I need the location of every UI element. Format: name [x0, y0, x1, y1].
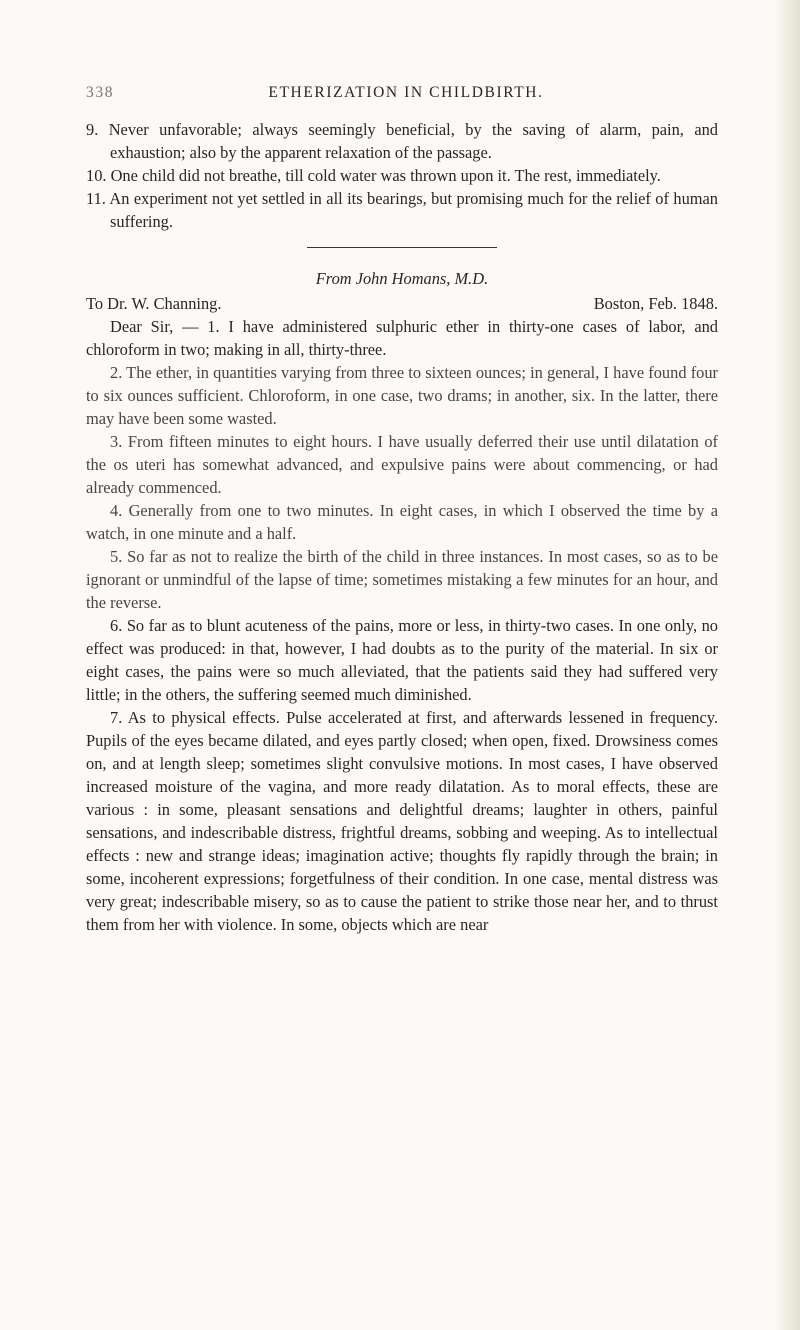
- page-edge-shadow: [774, 0, 800, 1330]
- letter-paragraph: 4. Generally from one to two minutes. In eight cases, in which I observed the time by a watch, in one minute and a half.: [86, 501, 718, 543]
- letter-paragraph: 3. From fifteen minutes to eight hours. I have usually deferred their use until dilatation of the os uteri has somewhat advanced, and expulsive pains were about commencing, or had already commenced.: [86, 432, 718, 497]
- section-divider: [307, 247, 497, 248]
- letter-paragraph: Dear Sir, — 1. I have administered sulphuric ether in thirty-one cases of labor, and chloroform in two; making in all, thirty-three.: [86, 317, 718, 359]
- letter-address-line: [86, 292, 718, 315]
- letter-paragraph: 5. So far as not to realize the birth of the child in three instances. In most cases, so as to be ignorant or unmindful of the lapse of time; sometimes mistaking a few minutes for an hour, and the reverse.: [86, 547, 718, 612]
- letter-recipient: To Dr. W. Channing.: [86, 294, 222, 313]
- body-text: [86, 118, 718, 936]
- page-number: 338: [86, 84, 115, 101]
- letter-from-line: From John Homans, M.D.: [315, 269, 489, 288]
- letter-paragraph: 6. So far as to blunt acuteness of the pains, more or less, in thirty-two cases. In one only, no effect was produced: in that, however, I had doubts as to the purity of the material. In six or eight cases, the pains were so much alleviated, that the patients said they had suffered very little; in the others, the suffering seemed much diminished.: [86, 616, 718, 704]
- running-header: [86, 84, 726, 106]
- letter-paragraph: 2. The ether, in quantities varying from three to sixteen ounces; in general, I have found four to six ounces sufficient. Chloroform, in one case, two drams; in another, six. In the latter, there may have been some wasted.: [86, 363, 718, 428]
- letter-paragraph: 7. As to physical effects. Pulse accelerated at first, and afterwards lessened in frequency. Pupils of the eyes became dilated, and eyes partly closed; when open, fixed. Drowsiness comes on, and at length sleep; sometimes slight convulsive motions. In most cases, I have observed increased moisture of the vagina, and more ready dilatation. As to moral effects, these are various : in some, pleasant sensations and delightful dreams; laughter in others, painful sensations, and indescribable distress, frightful dreams, sobbing and weeping. As to intellectual effects : new and strange ideas; imagination active; thoughts fly rapidly through the brain; in some, incoherent expressions; forgetfulness of their condition. In one case, mental distress was very great; indescribable misery, so as to cause the patient to strike those near her, and to thrust them from her with violence. In some, objects which are near: [86, 708, 718, 934]
- numbered-item: 11. An experiment not yet settled in all its bearings, but promising much for the relief of human suffering.: [86, 189, 718, 231]
- letter-place-date: Boston, Feb. 1848.: [593, 294, 718, 313]
- running-title: ETHERIZATION IN CHILDBIRTH.: [268, 84, 544, 101]
- numbered-item: 9. Never unfavorable; always seemingly beneficial, by the saving of alarm, pain, and exhaustion; also by the apparent relaxation of the passage.: [86, 120, 718, 162]
- numbered-item: 10. One child did not breathe, till cold water was thrown upon it. The rest, immediately.: [86, 166, 661, 185]
